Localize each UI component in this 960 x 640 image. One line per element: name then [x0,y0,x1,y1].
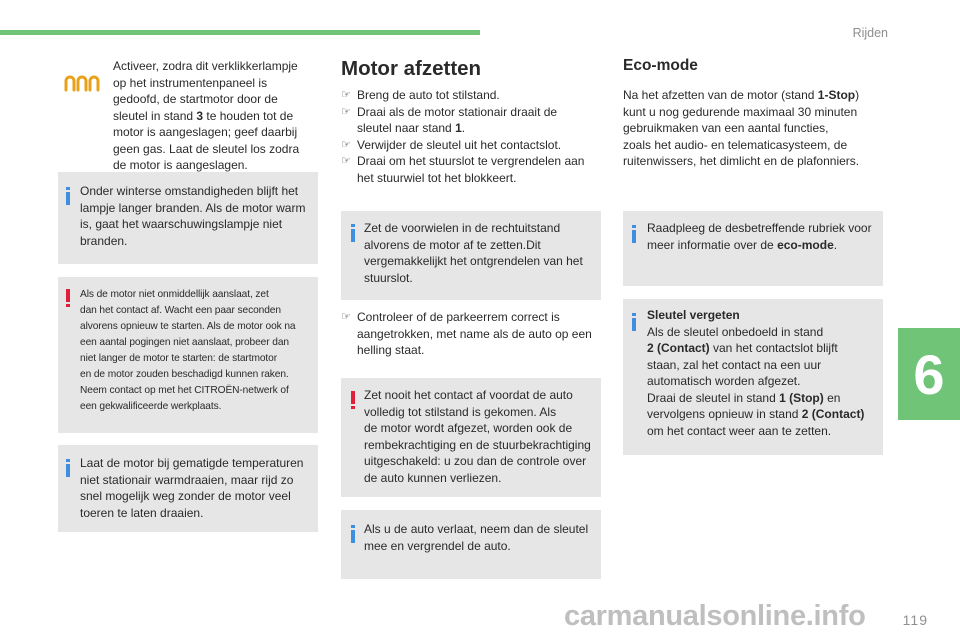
parking-brake-step [341,309,603,359]
watermark: carmanualsonline.info [564,600,866,632]
pointing-hand-icon: ☞ [341,104,351,118]
start-warning-text: Als de motor niet onmiddellijk aanslaat, zet dan het contact af. Wacht een paar seconden alvorens opnieuw te starten. Als de motor ook na een aantal pogingen niet aanslaat, probeer dan niet langer de motor te starten: de startmotor en de motor zouden beschadigd kunnen raken. Neem contact op met het CITROËN-netwerk of een gekwalificeerde werkplaats. [80,289,296,412]
list-item: ☞ Breng de auto tot stilstand. [341,88,500,102]
info-icon [65,459,71,477]
list-item: ☞ Verwijder de sleutel uit het contactslot. [341,137,562,152]
leave-car-note-text: Als u de auto verlaat, neem dan de sleutel mee en vergrendel de auto. [364,522,589,553]
engine-off-steps [341,87,603,186]
section-title: Rijden [852,26,888,40]
header-accent-bar [0,30,480,35]
info-icon [631,313,637,331]
winter-note-text: Onder winterse omstandigheden blijft het lampje langer branden. Als de motor warm is, gaat het waarschuwingslampje niet branden. [80,184,306,248]
forgotten-key-title: Sleutel vergeten [647,308,740,322]
pointing-hand-icon: ☞ [341,154,351,167]
eco-mode-refer-text: Raadpleeg de desbetreffende rubriek voor meer informatie over de eco-mode. [647,221,872,252]
eco-mode-text: Na het afzetten van de motor (stand 1-Stop) kunt u nog gedurende maximaal 30 minuten gebruikmaken van een aantal functies, zoals het audio- en telematicasysteem, de ruitenwissers, het dimlicht en de plafonniers. [623,88,860,168]
info-icon [631,225,637,243]
info-icon [65,187,71,205]
list-item: ☞ Draai om het stuurslot te vergrendelen aan het stuurwiel tot het blokkeert. [341,154,585,185]
list-item: ☞ Draai als de motor stationair draait de sleutel naar stand 1. [341,104,558,135]
section-heading-eco-mode: Eco-mode [623,57,698,74]
info-icon [350,224,356,242]
page-number: 119 [902,612,928,628]
pointing-hand-icon: ☞ [341,88,351,101]
warning-icon [350,391,356,409]
info-icon [350,525,356,543]
wheels-note-text: Zet de voorwielen in de rechtuitstand alvorens de motor af te zetten.Dit vergemakkelijkt het ontgrendelen van het stuurslot. [364,221,583,285]
list-item: ☞ Controleer of de parkeerrem correct is aangetrokken, met name als de auto op een helling staat. [341,310,592,357]
chapter-tab [898,328,960,420]
pointing-hand-icon: ☞ [341,137,351,151]
forgotten-key-text: Sleutel vergeten Als de sleutel onbedoeld in stand 2 (Contact) van het contactslot blijft staan, zal het contact na een uur automatisch worden afgezet. Draai de sleutel in stand 1 (Stop) en vervolgens opnieuw in stand 2 (Contact) om het contact weer aan te zetten. [647,308,865,438]
preheat-text: Activeer, zodra dit verklikkerlampje op het instrumentenpaneel is gedoofd, de startmotor door de sleutel in stand 3 te houden tot de motor is aangeslagen; geef daarbij geen gas. Laat de sleutel los zodra de motor is aangeslagen. [113,59,300,172]
warmup-note-text: Laat de motor bij gematigde temperaturen niet stationair warmdraaien, maar rijd zo snel mogelijk weg zonder de motor veel toeren te laten draaien. [80,456,304,520]
chapter-number: 6 [913,342,945,406]
ignition-warning-text: Zet nooit het contact af voordat de auto volledig tot stilstand is gekomen. Als de motor wordt afgezet, worden ook de rembekrachtiging en de stuurbekrachtiging uitgeschakeld: u zou dan de controle over de auto kunnen verliezen. [364,388,591,485]
pointing-hand-icon: ☞ [341,310,351,323]
preheat-coil-icon [62,74,102,92]
warning-icon [65,289,71,307]
section-heading-motor-afzetten: Motor afzetten [341,57,482,80]
